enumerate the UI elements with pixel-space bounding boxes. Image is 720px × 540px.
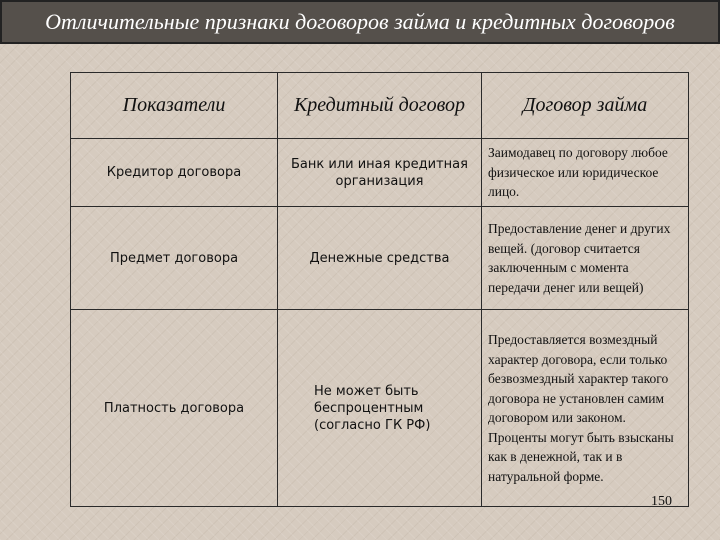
row-label-subject: Предмет договора [71,207,278,310]
loan-cell-subject: Предоставление денег и других вещей. (договор считается заключенным с момента передачи денег или вещей) [482,207,689,310]
page-number: 150 [651,494,672,509]
row-label-creditor: Кредитор договора [71,139,278,207]
slide-title-bar [0,0,720,44]
credit-cell-creditor [278,139,482,207]
credit-text-paid: Не может быть беспроцентным (согласно ГК РФ) [314,383,431,433]
credit-cell-paid [278,310,482,507]
loan-cell-creditor: Заимодавец по договору любое физическое или юридическое лицо. [482,139,689,207]
header-loan-agreement: Договор займа [482,73,689,139]
credit-cell-subject: Денежные средства [278,207,482,310]
row-label-paid: Платность договора [71,310,278,507]
loan-cell-paid: Предоставляется возмездный характер договора, если только безвозмездный характер такого договора не установлен самим договором или законом. Проценты могут быть взысканы как в денежной, так и в натуральной форме. [482,310,689,507]
slide-title: Отличительные признаки договоров займа и кредитных договоров [45,9,675,34]
comparison-table [70,72,689,507]
header-indicators: Показатели [71,73,278,139]
table-header-row [71,73,689,139]
header-credit-agreement: Кредитный договор [278,73,482,139]
table-row [71,310,689,507]
table-row [71,207,689,310]
table-row [71,139,689,207]
credit-text-creditor: Банк или иная кредитная организация [291,156,468,189]
